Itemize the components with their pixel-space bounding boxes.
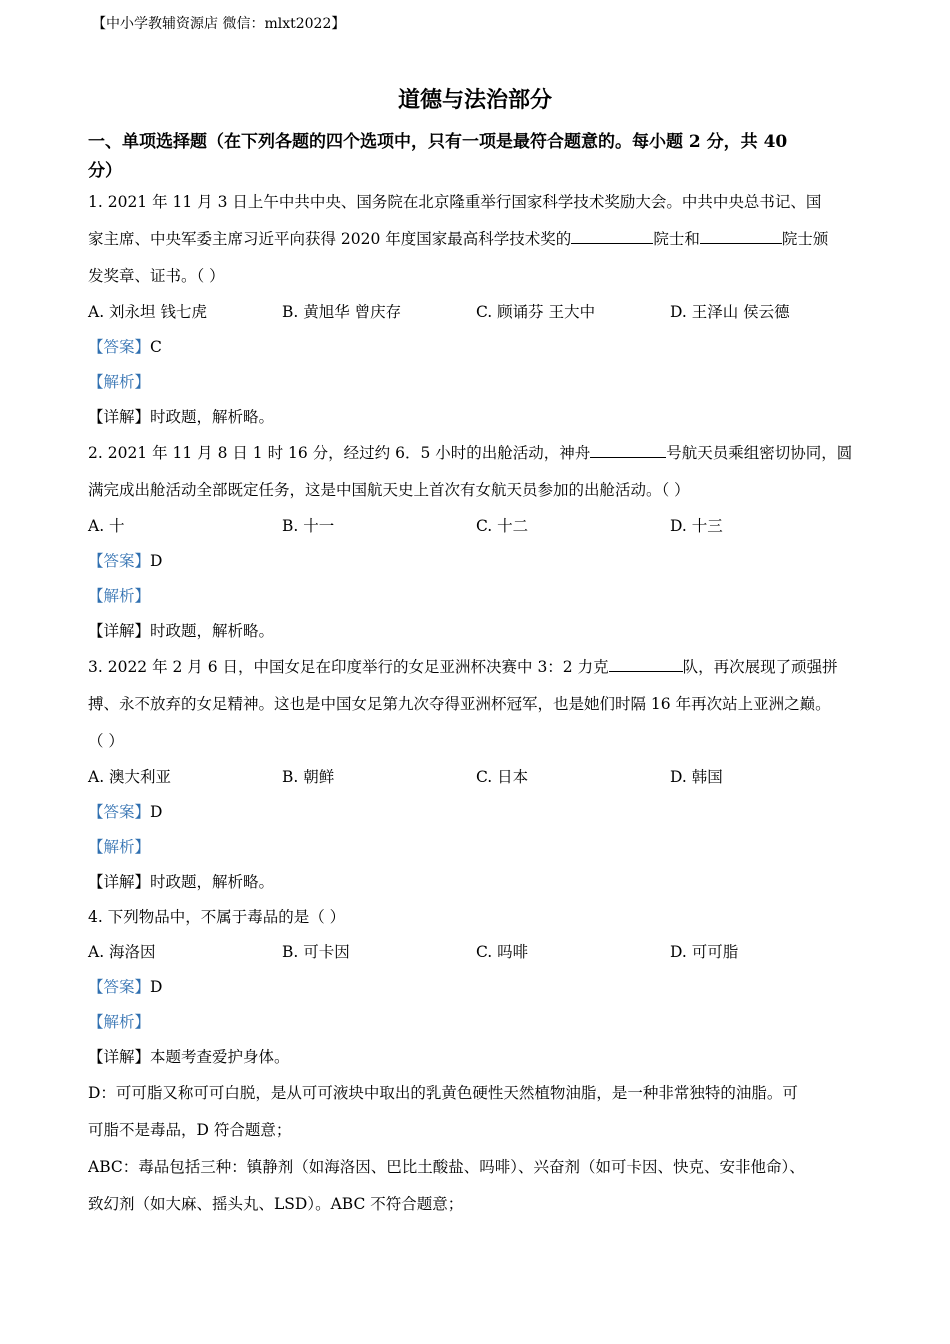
- answer-blank: [609, 657, 683, 672]
- question-3-stem-line-2: 搏、永不放弃的女足精神。这也是中国女足第九次夺得亚洲杯冠军，也是她们时隔 16 年再次站上亚洲之巅。: [88, 695, 831, 713]
- detail-text: 时政题，解析略。: [150, 622, 275, 640]
- option-b: B. 十一: [282, 517, 335, 535]
- answer-blank: [700, 229, 782, 244]
- question-3-stem-part-a: 3. 2022 年 2 月 6 日，中国女足在印度举行的女足亚洲杯决赛中 3：2 力克: [88, 658, 609, 676]
- section-heading-line-2: 分）: [88, 161, 122, 181]
- option-a: A. 澳大利亚: [88, 768, 172, 786]
- option-d: D. 可可脂: [670, 943, 739, 961]
- detail-line: [88, 1040, 878, 1075]
- analysis-label: 【解析】: [88, 1013, 151, 1031]
- question-1-options: [88, 295, 878, 330]
- option-a: A. 十: [88, 517, 125, 535]
- answer-blank: [590, 443, 666, 458]
- answer-value: C: [150, 338, 162, 356]
- explanation-line-4: 致幻剂（如大麻、摇头丸、LSD）。ABC 不符合题意；: [88, 1195, 464, 1213]
- question-3-stem-line-3: （ ）: [88, 732, 124, 750]
- question-2-stem-line-2: 满完成出舱活动全部既定任务，这是中国航天史上首次有女航天员参加的出舱活动。（ ）: [88, 481, 690, 499]
- explanation-line-1: D：可可脂又称可可白脱，是从可可液块中取出的乳黄色硬性天然植物油脂，是一种非常独特的油脂。可: [88, 1084, 798, 1102]
- option-a: A. 刘永坦 钱七虎: [88, 303, 207, 321]
- answer-line: [88, 330, 878, 365]
- answer-label: 【答案】: [88, 803, 151, 821]
- option-a: A. 海洛因: [88, 943, 156, 961]
- detail-label: 【详解】: [88, 1048, 151, 1066]
- explanation-line-3: ABC：毒品包括三种：镇静剂（如海洛因、巴比土酸盐、吗啡）、兴奋剂（如可卡因、快克、安非他命）、: [88, 1158, 805, 1176]
- answer-line: [88, 970, 878, 1005]
- answer-line: [88, 795, 878, 830]
- answer-value: D: [150, 978, 163, 996]
- answer-label: 【答案】: [88, 978, 151, 996]
- page-title: 道德与法治部分: [397, 87, 552, 113]
- detail-text: 本题考查爱护身体。: [150, 1048, 290, 1066]
- option-c: C. 顾诵芬 王大中: [476, 303, 596, 321]
- question-1-stem-part-c: 院士颁: [781, 230, 829, 248]
- question-1-stem-line-3: 发奖章、证书。（ ）: [88, 267, 225, 285]
- question-3: [88, 649, 878, 900]
- option-c: C. 日本: [476, 768, 529, 786]
- question-3-stem-part-b: 队，再次展现了顽强拼: [682, 658, 838, 676]
- option-c: C. 吗啡: [476, 943, 529, 961]
- analysis-label: 【解析】: [88, 587, 151, 605]
- question-2-stem-line-1: [88, 435, 878, 472]
- analysis-line: [88, 830, 878, 865]
- question-3-stem-line-1: [88, 649, 878, 686]
- option-b: B. 可卡因: [282, 943, 350, 961]
- detail-line: [88, 614, 878, 649]
- detail-text: 时政题，解析略。: [150, 408, 275, 426]
- question-list: [88, 184, 878, 1223]
- explanation-line-2: 可脂不是毒品，D 符合题意；: [88, 1121, 292, 1139]
- option-b: B. 朝鲜: [282, 768, 335, 786]
- question-2-options: [88, 509, 878, 544]
- section-heading-line-1: 一、单项选择题（在下列各题的四个选项中，只有一项是最符合题意的。每小题 2 分，共 40: [88, 132, 788, 152]
- analysis-line: [88, 365, 878, 400]
- option-d: D. 王泽山 侯云德: [670, 303, 790, 321]
- detail-line: [88, 400, 878, 435]
- question-1-stem-line-1: 1. 2021 年 11 月 3 日上午中共中央、国务院在北京隆重举行国家科学技术奖励大会。中共中央总书记、国: [88, 193, 822, 211]
- detail-text: 时政题，解析略。: [150, 873, 275, 891]
- analysis-label: 【解析】: [88, 373, 151, 391]
- detail-label: 【详解】: [88, 873, 151, 891]
- question-2: [88, 435, 878, 649]
- question-2-stem-part-b: 号航天员乘组密切协同，圆: [666, 444, 853, 462]
- question-4: [88, 900, 878, 1223]
- question-4-stem-line-1: 4. 下列物品中，不属于毒品的是（ ）: [88, 908, 346, 926]
- question-3-options: [88, 760, 878, 795]
- question-1-stem-part-a: 家主席、中央军委主席习近平向获得 2020 年度国家最高科学技术奖的: [88, 230, 572, 248]
- question-4-options: [88, 935, 878, 970]
- option-c: C. 十二: [476, 517, 529, 535]
- answer-blank: [571, 229, 653, 244]
- answer-value: D: [150, 552, 163, 570]
- answer-line: [88, 544, 878, 579]
- question-1-stem-part-b: 院士和: [653, 230, 700, 248]
- section-heading: [88, 128, 868, 186]
- option-d: D. 十三: [670, 517, 723, 535]
- option-b: B. 黄旭华 曾庆存: [282, 303, 402, 321]
- question-2-stem-part-a: 2. 2021 年 11 月 8 日 1 时 16 分，经过约 6．5 小时的出舱活动，神舟: [88, 444, 591, 462]
- question-1: [88, 184, 878, 435]
- detail-line: [88, 865, 878, 900]
- question-1-stem-line-2: [88, 221, 878, 258]
- analysis-label: 【解析】: [88, 838, 151, 856]
- header-note: 【中小学教辅资源店 微信：mlxt2022】: [92, 16, 346, 32]
- option-d: D. 韩国: [670, 768, 723, 786]
- answer-label: 【答案】: [88, 552, 151, 570]
- detail-label: 【详解】: [88, 408, 151, 426]
- analysis-line: [88, 579, 878, 614]
- analysis-line: [88, 1005, 878, 1040]
- answer-label: 【答案】: [88, 338, 151, 356]
- detail-label: 【详解】: [88, 622, 151, 640]
- answer-value: D: [150, 803, 163, 821]
